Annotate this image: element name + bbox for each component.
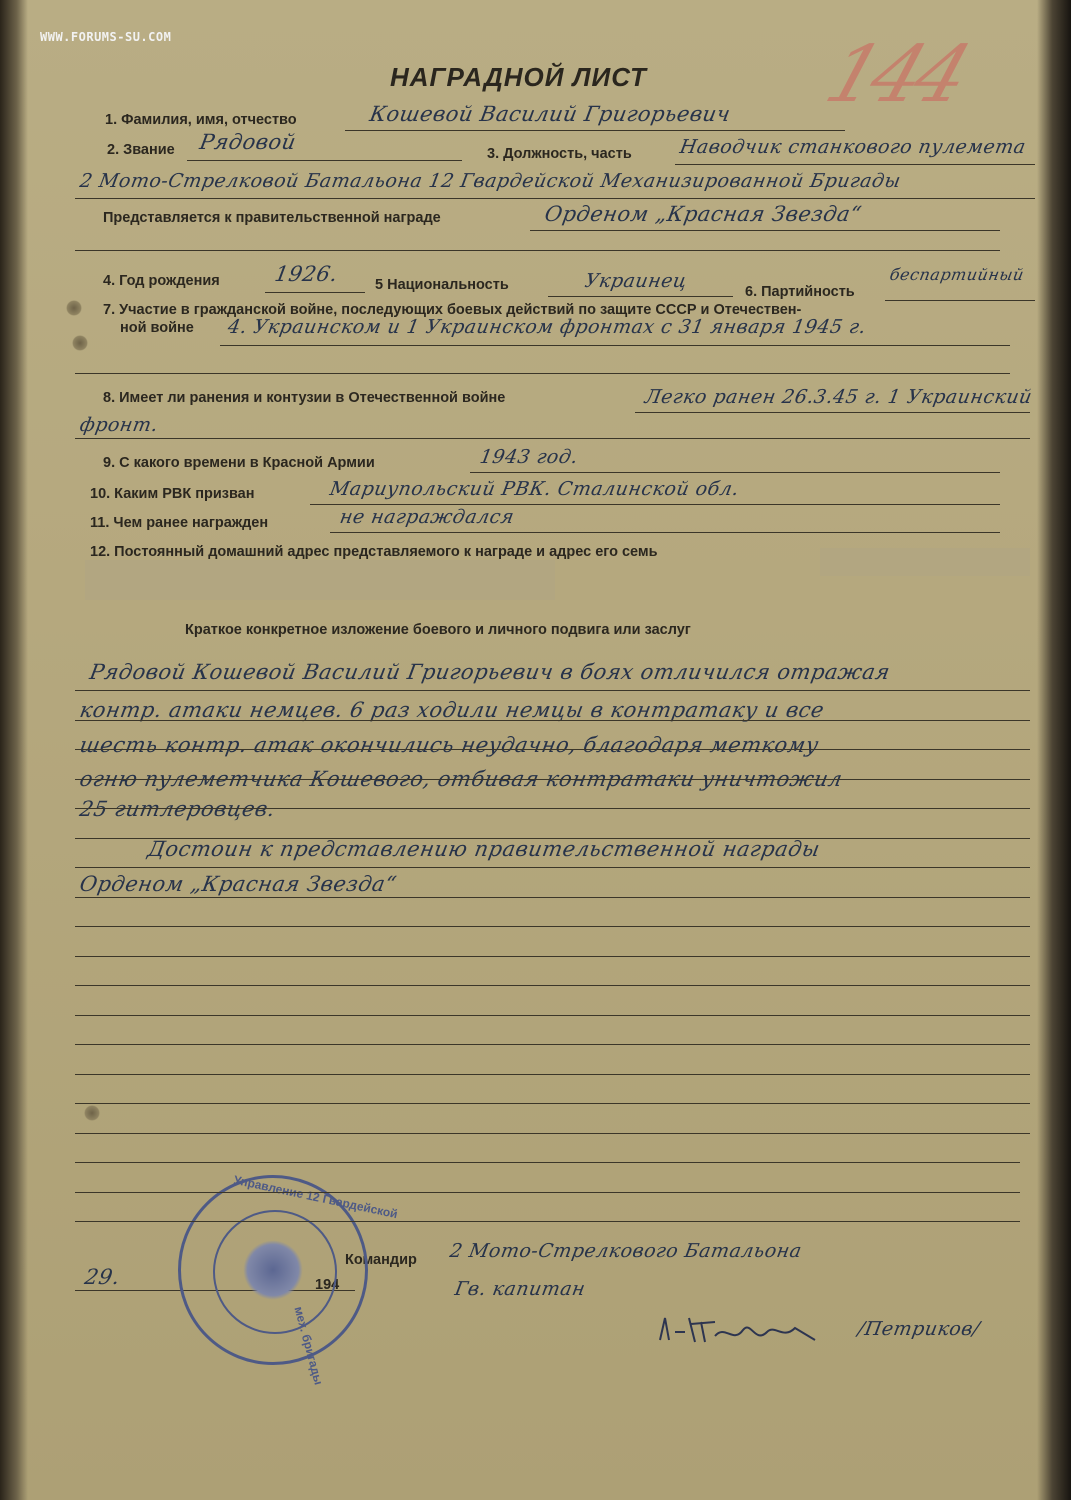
field-8-label: 8. Имеет ли ранения и контузии в Отечественной войне	[103, 390, 506, 406]
corner-number: 144	[815, 30, 976, 120]
field-6-value: беспартийный	[888, 265, 1026, 284]
field-12-label: 12. Постоянный домашний адрес представляемого к награде и адрес его семь	[90, 544, 658, 560]
ruled-line	[75, 808, 1030, 809]
ruled-line	[75, 1044, 1030, 1045]
binding-hole	[84, 1105, 100, 1121]
field-5-value: Украинец	[583, 270, 689, 292]
field-8-line	[635, 412, 1030, 413]
field-1-value: Кошевой Василий Григорьевич	[367, 102, 733, 126]
field-8-value-cont: фронт.	[78, 414, 160, 436]
feat-heading: Краткое конкретное изложение боевого и личного подвига или заслуг	[185, 622, 691, 638]
commander-name: /Петриков/	[856, 1318, 982, 1340]
field-4-value: 1926.	[272, 262, 340, 286]
field-9-value: 1943 год.	[478, 446, 580, 468]
award-value: Орденом „Красная Звезда“	[542, 202, 864, 226]
field-3-label: 3. Должность, часть	[487, 146, 632, 162]
ruled-line	[75, 1192, 1020, 1193]
field-5-label: 5 Национальность	[375, 277, 509, 293]
field-10-line	[310, 504, 1000, 505]
stamp-emblem-icon	[243, 1240, 303, 1300]
field-7-line-2	[75, 373, 1010, 374]
feat-line: 25 гитлеровцев.	[77, 797, 278, 821]
field-3-line-cont	[75, 198, 1035, 199]
ruled-line	[75, 985, 1030, 986]
field-4-label: 4. Год рождения	[103, 273, 220, 289]
redacted-address	[85, 560, 555, 600]
field-11-value: не награждался	[338, 506, 516, 528]
commander-label: Командир	[345, 1252, 417, 1268]
field-9-label: 9. С какого времени в Красной Армии	[103, 455, 375, 471]
ruled-line	[75, 926, 1030, 927]
scan-edge-left	[0, 0, 28, 1500]
field-9-line	[470, 472, 1000, 473]
commander-unit: 2 Мото-Стрелкового Батальона	[448, 1240, 804, 1262]
date-day: 29.	[82, 1265, 123, 1289]
watermark: WWW.FORUMS-SU.COM	[40, 30, 172, 44]
award-line	[530, 230, 1000, 231]
ruled-line	[75, 1162, 1020, 1163]
feat-line: огню пулеметчика Кошевого, отбивая контратаки уничтожил	[77, 767, 845, 791]
ruled-line	[75, 1133, 1030, 1134]
ruled-line	[75, 720, 1030, 721]
field-2-label: 2. Звание	[107, 142, 175, 158]
commander-rank: Гв. капитан	[453, 1278, 588, 1300]
date-year: 194	[315, 1277, 340, 1293]
field-10-label: 10. Каким РВК призван	[90, 486, 255, 502]
document-title: НАГРАДНОЙ ЛИСТ	[390, 62, 647, 92]
field-3-value: Наводчик станкового пулемета	[678, 136, 1028, 158]
ruled-line	[75, 1015, 1030, 1016]
field-3-value-cont: 2 Мото-Стрелковой Батальона 12 Гвардейской Механизированной Бригады	[78, 170, 903, 192]
feat-line: контр. атаки немцев. 6 раз ходили немцы в контратаку и все	[77, 698, 827, 722]
ruled-line	[75, 867, 1030, 868]
ruled-line	[75, 838, 1030, 839]
ruled-line	[75, 779, 1030, 780]
ruled-line	[75, 749, 1030, 750]
field-11-label: 11. Чем ранее награжден	[90, 515, 269, 531]
feat-line: шесть контр. атак окончились неудачно, благодаря меткому	[77, 733, 821, 757]
field-1-label: 1. Фамилия, имя, отчество	[105, 112, 297, 128]
field-7-label-2: ной войне	[120, 320, 194, 336]
field-6-label: 6. Партийность	[745, 284, 855, 300]
ruled-line	[75, 956, 1030, 957]
binding-hole	[72, 335, 88, 351]
stamp-text-side: мех. бригады	[291, 1305, 326, 1387]
field-7-line	[220, 345, 1010, 346]
binding-hole	[66, 300, 82, 316]
field-10-value: Мариупольский РВК. Сталинской обл.	[328, 478, 741, 500]
ruled-line	[75, 1103, 1030, 1104]
field-8-value: Легко ранен 26.3.45 г. 1 Украинский	[643, 386, 1034, 408]
field-4-line	[265, 292, 365, 293]
scan-edge-right	[1037, 0, 1071, 1500]
field-7-label-1: 7. Участие в гражданской войне, последующих боевых действий по защите СССР и Отечествен-	[103, 302, 802, 318]
field-2-value: Рядовой	[197, 130, 299, 154]
feat-line: Достоин к представлению правительственной награды	[145, 837, 822, 861]
signature-icon	[655, 1310, 825, 1350]
field-5-line	[548, 296, 733, 297]
ruled-line	[75, 1074, 1030, 1075]
ruled-line	[75, 690, 1030, 691]
award-label: Представляется к правительственной награде	[103, 210, 441, 226]
field-11-line	[330, 532, 1000, 533]
award-line-2	[75, 250, 1000, 251]
field-7-value: 4. Украинском и 1 Украинском фронтах с 31 января 1945 г.	[226, 316, 868, 338]
ruled-line	[75, 897, 1030, 898]
field-6-line	[885, 300, 1035, 301]
feat-line: Орденом „Красная Звезда“	[77, 872, 399, 896]
field-3-line	[675, 164, 1035, 165]
field-1-line	[345, 130, 845, 131]
redacted-address-2	[820, 548, 1030, 576]
stamp-text-top: Управление 12 Гвардейской	[232, 1172, 399, 1222]
ruled-line	[75, 1221, 1020, 1222]
field-8-line-2	[75, 438, 1030, 439]
field-2-line	[187, 160, 462, 161]
feat-line: Рядовой Кошевой Василий Григорьевич в боях отличился отражая	[87, 660, 893, 684]
